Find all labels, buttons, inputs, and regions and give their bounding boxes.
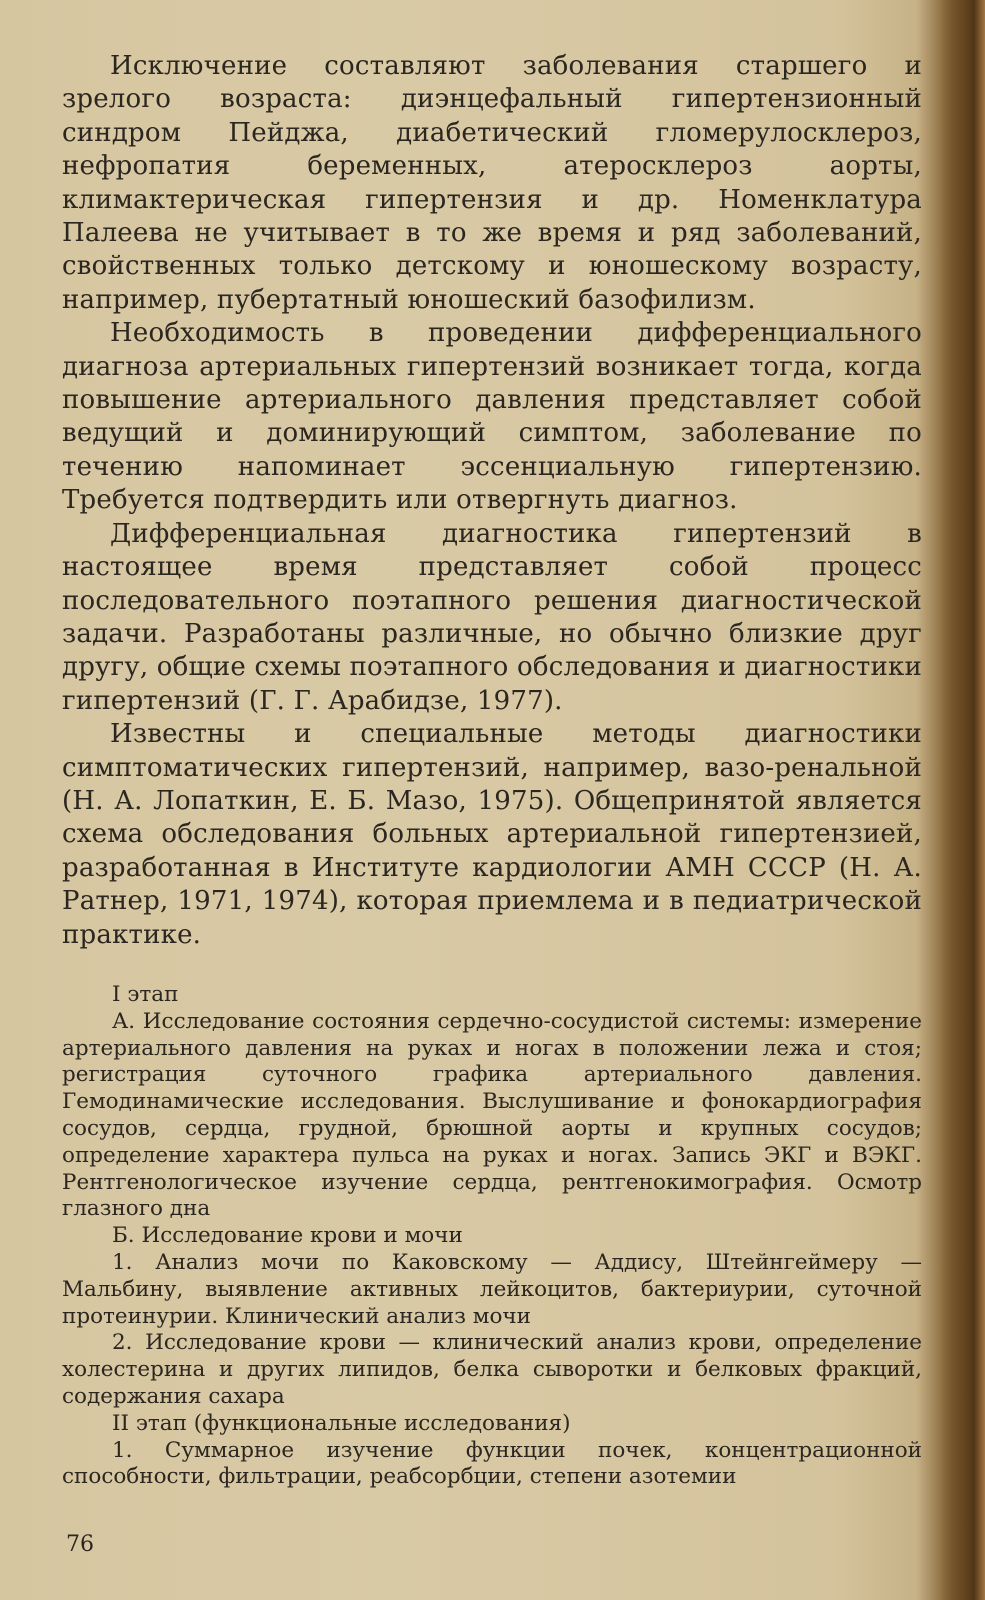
stage-heading: II этап (функциональные исследования) (112, 1410, 571, 1436)
stage-item: А. Исследование состояния сердечно-сосудистой системы: измерение артериального давления на руках и ногах в положении лежа и стоя; регистрация суточного графика артериального давления. Гемодинамические исследования. Выслушивание и фонокардиография сосудов, сердца, грудной, брюшной аорты и крупных сосудов; определение характера пульса на руках и ногах. Запись ЭКГ и ВЭКГ. Рентгенологическое изучение сердца, рентгенокимография. Осмотр глазного дна (62, 1008, 922, 1222)
page-content (62, 50, 922, 1491)
page-number: 76 (66, 1532, 94, 1557)
stage-item: 1. Суммарное изучение функции почек, концентрационной способности, фильтрации, реабсорбции, степени азотемии (62, 1437, 922, 1490)
stage-item: Б. Исследование крови и мочи (112, 1223, 463, 1249)
paragraph: Исключение составляют заболевания старшего и зрелого возраста: диэнцефальный гипертензионный синдром Пейджа, диабетический гломерулосклероз, нефропатия беременных, атеросклероз аорты, климактерическая гипертензия и др. Номенклатура Палеева не учитывает в то же время и ряд заболеваний, свойственных только детскому и юношескому возрасту, например, пубертатный юношеский базофилизм. (62, 51, 922, 315)
examination-stages (62, 982, 922, 1491)
paragraph: Известны и специальные методы диагностики симптоматических гипертензий, например, вазо-ренальной (Н. А. Лопаткин, Е. Б. Мазо, 1975). Общепринятой является схема обследования больных артериальной гипертензией, разработанная в Институте кардиологии АМН СССР (Н. А. Ратнер, 1971, 1974), которая приемлема и в педиатрической практике. (62, 719, 922, 950)
paragraph: Необходимость в проведении дифференциального диагноза артериальных гипертензий возникает тогда, когда повышение артериального давления представляет собой ведущий и доминирующий симптом, заболевание по течению напоминает эссенциальную гипертензию. Требуется подтвердить или отвергнуть диагноз. (62, 318, 922, 516)
stage-heading: I этап (112, 981, 179, 1007)
stage-item: 2. Исследование крови — клинический анализ крови, определение холестерина и других липидов, белка сыворотки и белковых фракций, содержания сахара (62, 1330, 922, 1409)
paragraph: Дифференциальная диагностика гипертензий в настоящее время представляет собой процесс последовательного поэтапного решения диагностической задачи. Разработаны различные, но обычно близкие друг другу, общие схемы поэтапного обследования и диагностики гипертензий (Г. Г. Арабидзе, 1977). (62, 518, 922, 716)
spine-shadow (940, 0, 985, 1600)
stage-item: 1. Анализ мочи по Каковскому — Аддису, Штейнгеймеру — Мальбину, выявление активных лейкоцитов, бактериурии, суточной протеинурии. Клинический анализ мочи (62, 1249, 922, 1329)
main-text (62, 50, 922, 952)
